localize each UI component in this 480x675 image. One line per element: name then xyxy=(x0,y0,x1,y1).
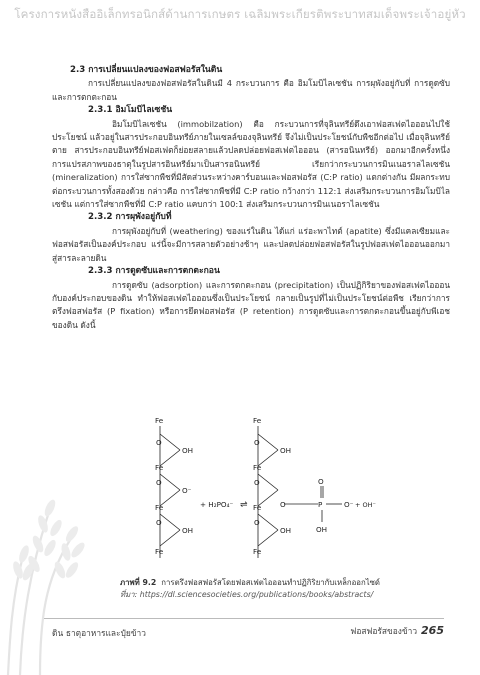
p-label: P xyxy=(318,500,323,509)
o-label: O xyxy=(156,478,162,487)
page-number: 265 xyxy=(421,624,444,637)
oh-label: OH xyxy=(182,446,194,455)
section-intro: การเปลี่ยนแปลงของฟอสฟอรัสในดินมี 4 กระบวนการ คือ อิมโมบิไลเซชัน การผุพังอยู่กับที่ การดูดซับและการตกตะกอน xyxy=(52,78,450,102)
o-label: O xyxy=(254,438,260,447)
reaction-diagram xyxy=(150,412,376,572)
o-minus-right-label: O⁻ xyxy=(344,500,354,509)
o-label: O xyxy=(254,518,260,527)
o-minus-label: O⁻ xyxy=(182,486,192,495)
fe-label: Fe xyxy=(253,547,262,556)
caption-source: ที่มา: https://dl.sciencesocieties.org/publications/books/abstracts/ xyxy=(120,590,374,599)
figure-caption xyxy=(120,577,380,601)
fe-label: Fe xyxy=(155,503,164,512)
reagent-label: + H₂PO₄⁻ xyxy=(200,500,234,509)
paragraph-weathering: การผุพังอยู่กับที่ (weathering) ของแร่ในดิน ได้แก่ แร่อะพาไทต์ (apatite) ซึ่งมีแคลเซียมและฟอสฟอรัสเป็นองค์ประกอบ แร่นี้จะมีการสลายตัวอย่างช้าๆ และปลดปล่อยฟอสฟอรัสในรูปฟอสเฟตไอออนออกมาสู่สารละลายดิน xyxy=(52,225,450,263)
fe-label: Fe xyxy=(155,547,164,556)
footer-chapter xyxy=(350,624,444,638)
o-label: O xyxy=(254,478,260,487)
footer-divider xyxy=(44,618,444,619)
paragraph-adsorption: การดูดซับ (adsorption) และการตกตะกอน (precipitation) เป็นปฏิกิริยาของฟอสเฟตไอออนกับองค์ประกอบของดิน ทำให้ฟอสเฟตไอออนซึ่งเป็นประโยชน์ กลายเป็นรูปที่ไม่เป็นประโยชน์ต่อพืช เรียกว่าการตรึงฟอสฟอรัส (P fixation) หรือการยึดฟอสฟอรัส (P retention) การดูดซับและการตกตะกอนขึ้นอยู่กับพีเอชของดิน ดังนี้ xyxy=(52,279,450,330)
o-label: O xyxy=(156,438,162,447)
o-label: O xyxy=(280,500,286,509)
subsection-heading-immobilization: 2.3.1 อิมโมบิไลเซชัน xyxy=(88,105,173,116)
subsection-heading-adsorption: 2.3.3 การดูดซับและการตกตะกอน xyxy=(88,266,220,277)
fe-label: Fe xyxy=(253,416,262,425)
fe-label: Fe xyxy=(253,463,262,472)
footer-chapter-title: ฟอสฟอรัสของข้าว xyxy=(350,626,418,636)
product-label: + OH⁻ xyxy=(355,501,376,509)
section-heading: 2.3 การเปลี่ยนแปลงของฟอสฟอรัสในดิน xyxy=(70,65,223,75)
oh-label: OH xyxy=(280,446,292,455)
running-head: โครงการหนังสืออิเล็กทรอนิกส์ด้านการเกษตร เฉลิมพระเกียรติพระบาทสมเด็จพระเจ้าอยู่หัว xyxy=(14,7,466,21)
reaction-labels xyxy=(155,416,376,556)
oh-label: OH xyxy=(280,526,292,535)
caption-label: ภาพที่ 9.2 xyxy=(120,578,157,587)
o-top-label: O xyxy=(318,477,324,486)
footer-book-title: ดิน ธาตุอาหารและปุ๋ยข้าว xyxy=(52,628,146,638)
fe-label: Fe xyxy=(253,503,262,512)
paragraph-immobilization: อิมโมบิไลเซชัน (immobilzation) คือ กระบวนการที่จุลินทรีย์ดึงเอาฟอสเฟตไอออนไปใช้ประโยชน์ แล้วอยู่ในสารประกอบอินทรีย์ภายในเซลล์ของจุลินทรีย์ จึงไม่เป็นประโยชน์กับพืชอีกต่อไป เมื่อจุลินทรีย์ตาย สารประกอบอินทรีย์ฟอสเฟตก็ย่อยสลายแล้วปลดปล่อยฟอสเฟตไอออน (สารอนินทรีย์) ออกมาอีกครั้งหนึ่ง การแปรสภาพของธาตุในรูปสารอินทรีย์มาเป็นสารอนินทรีย์ เรียกว่ากระบวนการมินเนอราลไลเซชัน (mineralization) การใส่ซากพืชที่มีสัดส่วนระหว่างคาร์บอนและฟอสฟอรัส (C:P ratio) แตกต่างกัน มีผลกระทบต่อกระบวนการทั้งสองด้วย กล่าวคือ การใส่ซากพืชที่มี C:P ratio กว้างกว่า 112:1 ส่งเสริมกระบวนการอิมโมบิไลเซชัน แต่การใส่ซากพืชที่มี C:P ratio แคบกว่า 100:1 ส่งเสริมกระบวนการมินเนอราไลเซชัน xyxy=(52,118,450,210)
main-content xyxy=(52,64,450,332)
fe-label: Fe xyxy=(155,463,164,472)
o-label: O xyxy=(156,518,162,527)
oh-below-label: OH xyxy=(316,525,328,534)
oh-label: OH xyxy=(182,526,194,535)
caption-text: การตรึงฟอสฟอรัสโดยฟอสเฟตไอออนทำปฏิกิริยากับเหล็กออกไซด์ xyxy=(161,578,380,587)
fe-label: Fe xyxy=(155,416,164,425)
equilibrium-arrow: ⇌ xyxy=(240,500,248,510)
subsection-heading-weathering: 2.3.2 การผุพังอยู่กับที่ xyxy=(88,212,172,223)
